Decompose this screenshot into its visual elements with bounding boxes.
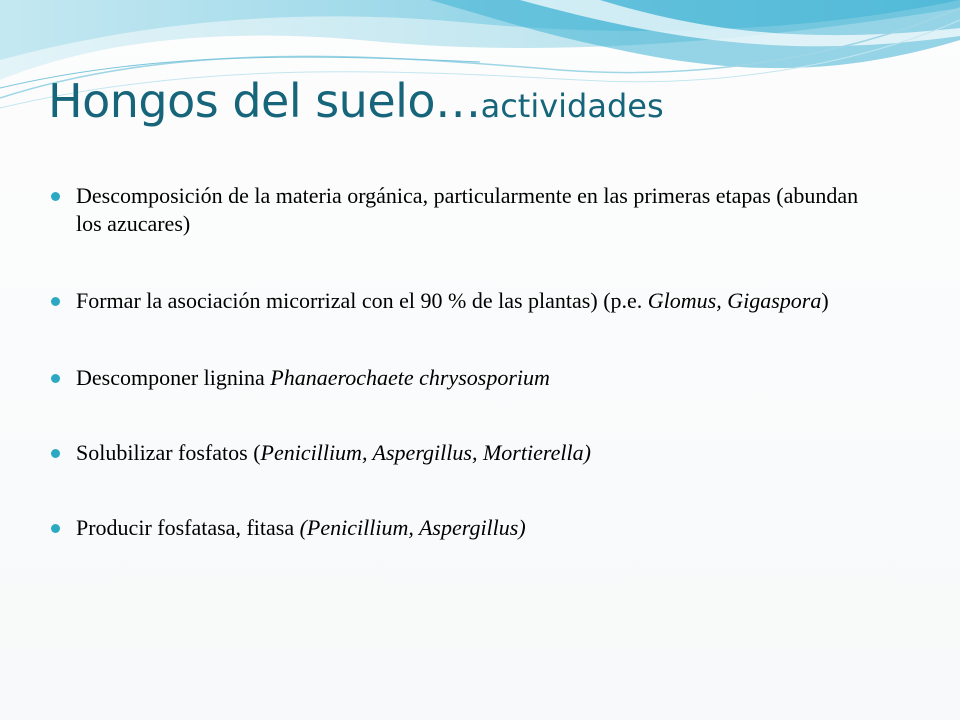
bullet-dot-icon (51, 374, 60, 383)
bullet-text-italic: Phanaerochaete chrysosporium (270, 365, 550, 390)
bullet-item (48, 287, 868, 315)
bullet-item (48, 364, 868, 392)
bullet-text: Solubilizar fosfatos ( (76, 440, 261, 465)
bullet-text: Descomponer lignina (76, 365, 271, 390)
bullet-text-italic: Glomus, Gigaspora (647, 288, 822, 313)
bullet-text-italic: Penicillium, Aspergillus, Mortierella) (260, 440, 591, 465)
slide-title-suffix: actividades (480, 87, 664, 125)
bullet-text: Descomposición de la materia orgánica, particularmente en las primeras etapas (abundan los azucares) (76, 183, 859, 236)
bullet-item (48, 182, 868, 238)
bullet-dot-icon (51, 297, 60, 306)
bullet-text: ) (821, 288, 829, 313)
bullet-text: Producir fosfatasa, fitasa (76, 515, 300, 540)
slide-title-main: Hongos del suelo… (48, 74, 481, 128)
bullet-item (48, 439, 868, 467)
bullet-dot-icon (51, 192, 60, 201)
slide-title (48, 74, 664, 129)
bullet-list (48, 182, 868, 589)
bullet-dot-icon (51, 449, 60, 458)
bullet-text-italic: (Penicillium, Aspergillus) (299, 515, 526, 540)
bullet-dot-icon (51, 524, 60, 533)
bullet-item (48, 514, 868, 542)
bullet-text: Formar la asociación micorrizal con el 90 % de las plantas) (p.e. (76, 288, 648, 313)
